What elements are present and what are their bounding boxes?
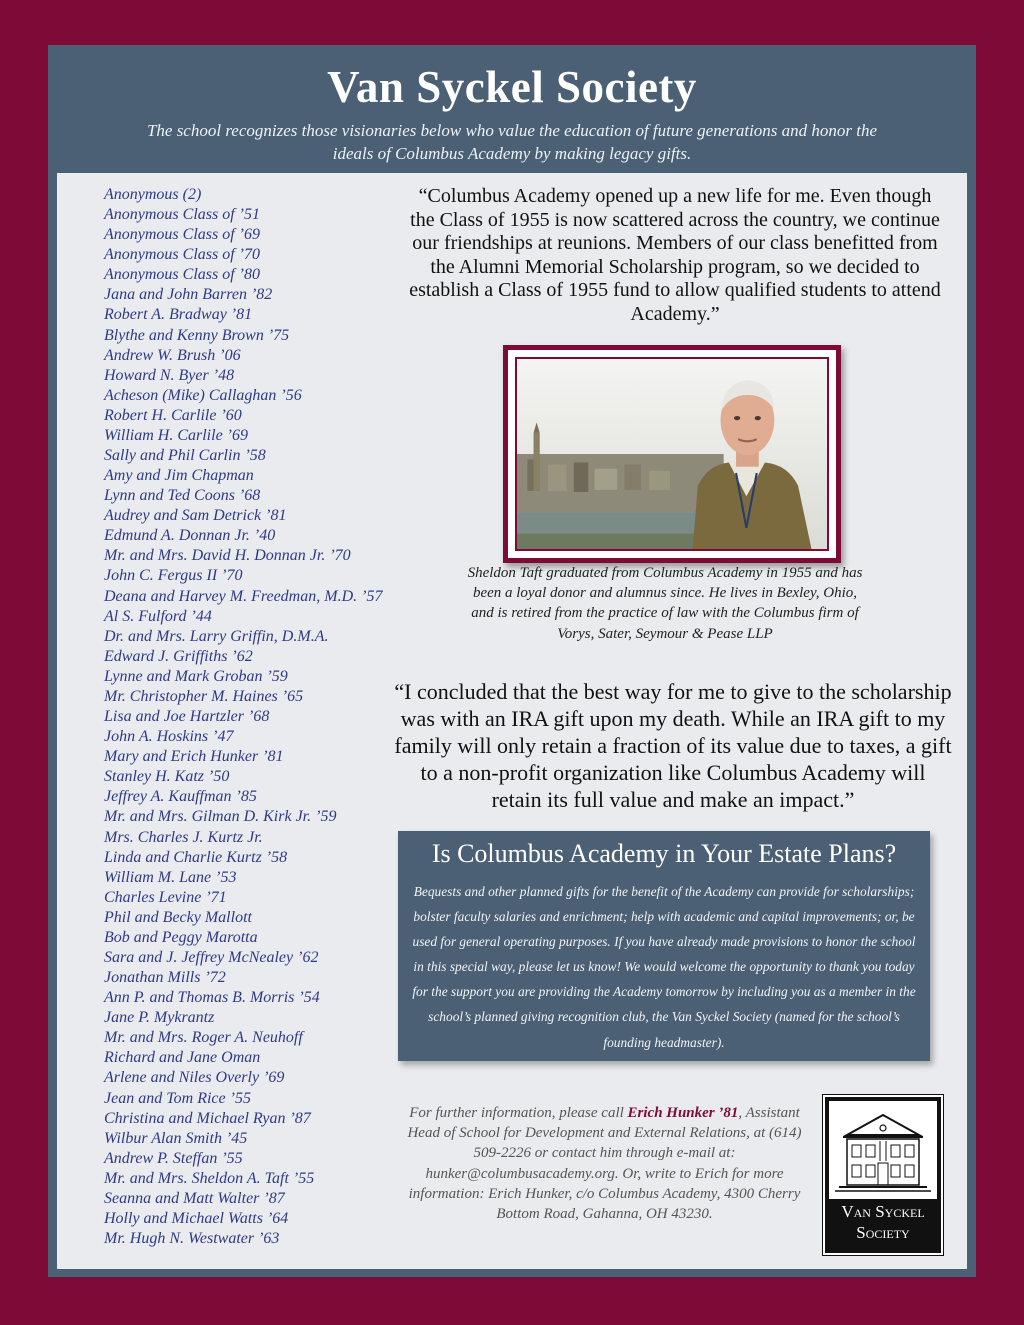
member-name: Mrs. Charles J. Kurtz Jr. xyxy=(104,828,263,846)
member-name: Lisa and Joe Hartzler ’68 xyxy=(104,708,270,726)
member-name: Edmund A. Donnan Jr. ’40 xyxy=(104,527,276,545)
photo-caption: Sheldon Taft graduated from Columbus Academy in 1955 and has been a loyal donor and alumnus since. He lives in Bexley, Ohio, and is retired from the practice of law with the Columbus firm of Vorys, Sater, Seymour & Pease LLP xyxy=(467,565,863,642)
member-name: Mr. Hugh N. Westwater ’63 xyxy=(104,1230,280,1248)
member-name: Wilbur Alan Smith ’45 xyxy=(104,1129,248,1147)
member-name: Anonymous Class of ’51 xyxy=(104,206,260,224)
member-name: Audrey and Sam Detrick ’81 xyxy=(104,507,287,525)
member-name: Amy and Jim Chapman xyxy=(104,467,254,485)
page-subtitle: The school recognizes those visionaries below who value the education of future generations and honor the ideals of Columbus Academy by making legacy gifts. xyxy=(146,121,878,163)
member-name: Christina and Michael Ryan ’87 xyxy=(104,1109,311,1127)
member-name: William M. Lane ’53 xyxy=(104,868,237,886)
member-name: Ann P. and Thomas B. Morris ’54 xyxy=(104,989,320,1007)
member-name: Anonymous (2) xyxy=(104,186,202,203)
member-name: John C. Fergus II ’70 xyxy=(104,567,243,585)
member-name: Sally and Phil Carlin ’58 xyxy=(104,447,266,465)
member-name: Mr. and Mrs. Sheldon A. Taft ’55 xyxy=(104,1169,315,1187)
member-name: Phil and Becky Mallott xyxy=(104,908,252,926)
member-name: Charles Levine ’71 xyxy=(104,888,227,906)
estate-plans-box xyxy=(398,831,930,1061)
member-name: Stanley H. Katz ’50 xyxy=(104,768,230,786)
member-name: Mr. and Mrs. David H. Donnan Jr. ’70 xyxy=(104,547,351,565)
member-name: Howard N. Byer ’48 xyxy=(104,366,235,384)
member-name: Mr. and Mrs. Gilman D. Kirk Jr. ’59 xyxy=(104,808,337,826)
member-name: Richard and Jane Oman xyxy=(104,1049,261,1067)
contact-name: Erich Hunker ’81 xyxy=(627,1105,739,1121)
contact-details: , Assistant Head of School for Development and External Relations, at (614) 509-2226 or contact him through e-mail at: hunker@columbusacademy.org. Or, write to Erich for more information: Erich Hunker, c/o Columbus Academy, 4300 Cherry Bottom Road, Gahanna, OH 43230. xyxy=(407,1105,802,1223)
member-name: Arlene and Niles Overly ’69 xyxy=(104,1069,285,1087)
taft-quote-1: “Columbus Academy opened up a new life for me. Even though the Class of 1955 is now scattered across the country, we continue our friendships at reunions. Members of our class benefitted from the Alumni Memorial Scholarship program, so we decided to establish a Class of 1955 fund to allow qualified students to attend Academy.” xyxy=(409,185,941,325)
member-name: Robert H. Carlile ’60 xyxy=(104,406,242,424)
header-banner xyxy=(48,45,976,173)
member-name: Jean and Tom Rice ’55 xyxy=(104,1089,251,1107)
member-name: Mary and Erich Hunker ’81 xyxy=(104,748,284,766)
taft-quote-2: “I concluded that the best way for me to give to the scholarship was with an IRA gift upon my death. While an IRA gift to my family will only retain a fraction of its value due to taxes, a gift to a non-profit organization like Columbus Academy will retain its full value and make an impact.” xyxy=(394,679,952,812)
logo-text xyxy=(825,1201,941,1243)
member-name: Anonymous Class of ’70 xyxy=(104,246,260,264)
member-name: Blythe and Kenny Brown ’75 xyxy=(104,326,290,344)
member-name: Andrew W. Brush ’06 xyxy=(104,346,241,364)
page xyxy=(48,45,976,1277)
member-name: Andrew P. Steffan ’55 xyxy=(104,1149,243,1167)
member-name: Robert A. Bradway ’81 xyxy=(104,306,253,324)
member-name: Jonathan Mills ’72 xyxy=(104,969,226,987)
content-panel xyxy=(57,173,967,1269)
van-syckel-logo xyxy=(823,1095,943,1255)
estate-plans-heading: Is Columbus Academy in Your Estate Plans? xyxy=(431,839,897,868)
member-name: Lynn and Ted Coons ’68 xyxy=(104,487,261,505)
member-name: Sara and J. Jeffrey McNealey ’62 xyxy=(104,948,319,966)
member-name: Anonymous Class of ’80 xyxy=(104,266,260,284)
member-name: Jeffrey A. Kauffman ’85 xyxy=(104,788,257,806)
logo-line-2: Society xyxy=(856,1223,910,1242)
member-name: Edward J. Griffiths ’62 xyxy=(104,647,253,665)
member-name: Mr. Christopher M. Haines ’65 xyxy=(104,687,304,705)
member-name: Linda and Charlie Kurtz ’58 xyxy=(104,848,288,866)
building-icon xyxy=(829,1101,937,1199)
members-list xyxy=(104,185,404,1249)
logo-line-1: Van Syckel xyxy=(841,1202,925,1221)
member-name: Lynne and Mark Groban ’59 xyxy=(104,667,288,685)
member-name: Al S. Fulford ’44 xyxy=(104,607,212,625)
member-name: Deana and Harvey M. Freedman, M.D. ’57 xyxy=(104,587,383,605)
member-name: Holly and Michael Watts ’64 xyxy=(104,1209,289,1227)
member-name: Jane P. Mykrantz xyxy=(104,1009,215,1027)
contact-intro: For further information, please call xyxy=(409,1105,628,1121)
member-name: Seanna and Matt Walter ’87 xyxy=(104,1189,285,1207)
member-name: Jana and John Barren ’82 xyxy=(104,286,273,304)
member-name: Anonymous Class of ’69 xyxy=(104,226,260,244)
member-name: Dr. and Mrs. Larry Griffin, D.M.A. xyxy=(104,627,329,645)
contact-info xyxy=(392,1103,817,1224)
member-name: Acheson (Mike) Callaghan ’56 xyxy=(104,386,302,404)
member-name: Mr. and Mrs. Roger A. Neuhoff xyxy=(104,1029,303,1047)
portrait-photo xyxy=(515,357,829,551)
member-name: William H. Carlile ’69 xyxy=(104,426,248,444)
portrait-illustration xyxy=(517,359,827,549)
photo-frame xyxy=(503,345,841,563)
member-name: Bob and Peggy Marotta xyxy=(104,928,258,946)
member-name: John A. Hoskins ’47 xyxy=(104,728,234,746)
estate-plans-text: Bequests and other planned gifts for the benefit of the Academy can provide for scholarships; bolster faculty salaries and enrichment; help with academic and capital improvements; or, be used for general operating purposes. If you have already made provisions to honor the school in this special way, please let us know! We would welcome the opportunity to thank you today for the support you are providing the Academy tomorrow by including you as a member in the school’s planned giving recognition club, the Van Syckel Society (named for the school’s founding headmaster). xyxy=(412,884,916,1050)
page-title: Van Syckel Society xyxy=(327,62,697,112)
